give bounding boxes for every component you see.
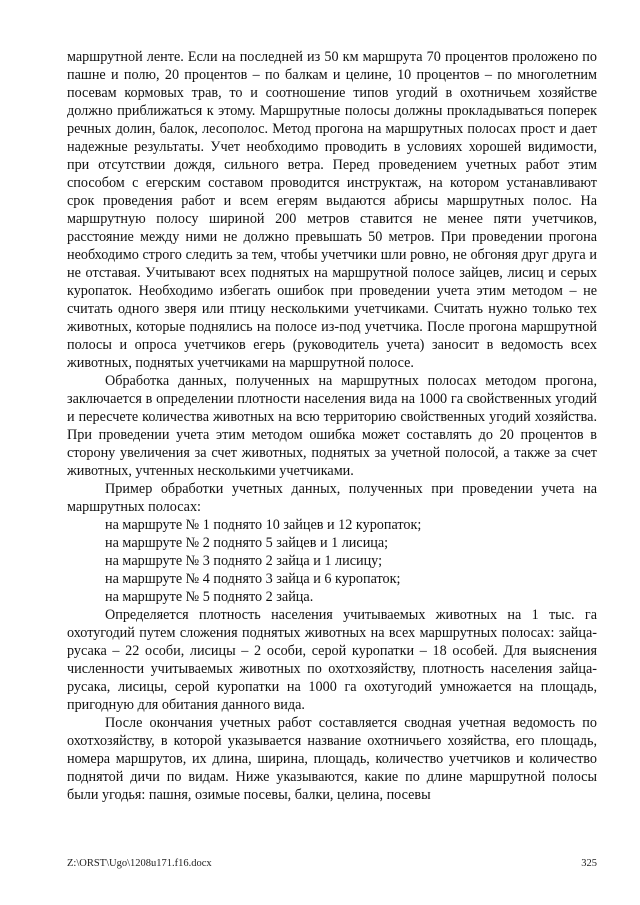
footer-page-number: 325 bbox=[581, 858, 597, 869]
paragraph-continuation: маршрутной ленте. Если на последней из 50 км маршрута 70 процентов проложено по пашне и полю, 20 процентов – по балкам и целине, 10 процентов – по многолетним посевам кормовых трав, то и соотношение типов угодий в охотничьем хозяйстве должно приближаться к этому. Маршрутные полосы должны прокладываться поперек речных долин, балок, лесополос. Метод прогона на маршрутных полосах прост и дает надежные результаты. Учет необходимо проводить в условиях хорошей видимости, при отсутствии дождя, сильного ветра. Перед проведением учетных работ этим способом с егерским составом проводится инструктаж, на котором устанавливают срок проведения работ и всем егерям выдаются абрисы маршрутных полос. На маршрутную полосу шириной 200 метров ставится не менее пяти учетчиков, расстояние между ними не должно превышать 50 метров. При проведении прогона необходимо строго следить за тем, чтобы учетчики шли ровно, не обгоняя друг друга и не отставая. Учитывают всех поднятых на маршрутной полосе зайцев, лисиц и серых куропаток. Необходимо избегать ошибок при проведении учета этим методом – не считать одного зверя или птицу несколькими учетчиками. Считать нужно только тех животных, которые поднялись на полосе из-под учетчика. После прогона маршрутной полосы и опроса учетчиков егерь (руководитель учета) заносит в ведомость всех животных, поднятых учетчиками на маршрутной полосе. bbox=[67, 49, 597, 371]
footer-file-path: Z:\ORST\Ugo\1208u171.f16.docx bbox=[67, 858, 212, 869]
paragraph-density: Определяется плотность населения учитываемых животных на 1 тыс. га охотугодий путем сложения поднятых животных на всех маршрутных полосах: зайца-русака – 22 особи, лисицы – 2 особи, серой куропатки – 18 особей. Для выяснения численности учитываемых животных по охотхозяйству, плотность населения зайца-русака, лисицы, серой куропатки на 1000 га охотугодий умножается на площадь, пригодную для обитания данного вида. bbox=[67, 607, 597, 713]
route-item: на маршруте № 3 поднято 2 зайца и 1 лисицу; bbox=[105, 553, 383, 569]
paragraph-example-intro: Пример обработки учетных данных, полученных при проведении учета на маршрутных полосах: bbox=[67, 481, 597, 515]
route-item: на маршруте № 1 поднято 10 зайцев и 12 куропаток; bbox=[105, 517, 422, 533]
route-list bbox=[67, 516, 597, 606]
paragraph-data-processing: Обработка данных, полученных на маршрутных полосах методом прогона, заключается в определении плотности населения вида на 1000 га свойственных угодий и пересчете количества животных на всю территорию свойственных угодий хозяйства. При проведении учета этим методом ошибка может составлять до 20 процентов в сторону увеличения за счет животных, поднятых за учетной полосой, а также за счет животных, учтенных несколькими учетчиками. bbox=[67, 373, 597, 479]
route-item: на маршруте № 5 поднято 2 зайца. bbox=[105, 589, 314, 605]
route-item: на маршруте № 2 поднято 5 зайцев и 1 лисица; bbox=[105, 535, 389, 551]
route-item: на маршруте № 4 поднято 3 зайца и 6 куропаток; bbox=[105, 571, 401, 587]
document-body bbox=[67, 48, 597, 804]
paragraph-summary-sheet: После окончания учетных работ составляется сводная учетная ведомость по охотхозяйству, в которой указывается название охотничьего хозяйства, его площадь, номера маршрутов, их длина, ширина, площадь, количество учетчиков и количество поднятой дичи по видам. Ниже указываются, какие по длине маршрутной полосы были угодья: пашня, озимые посевы, балки, целина, посевы bbox=[67, 715, 597, 803]
